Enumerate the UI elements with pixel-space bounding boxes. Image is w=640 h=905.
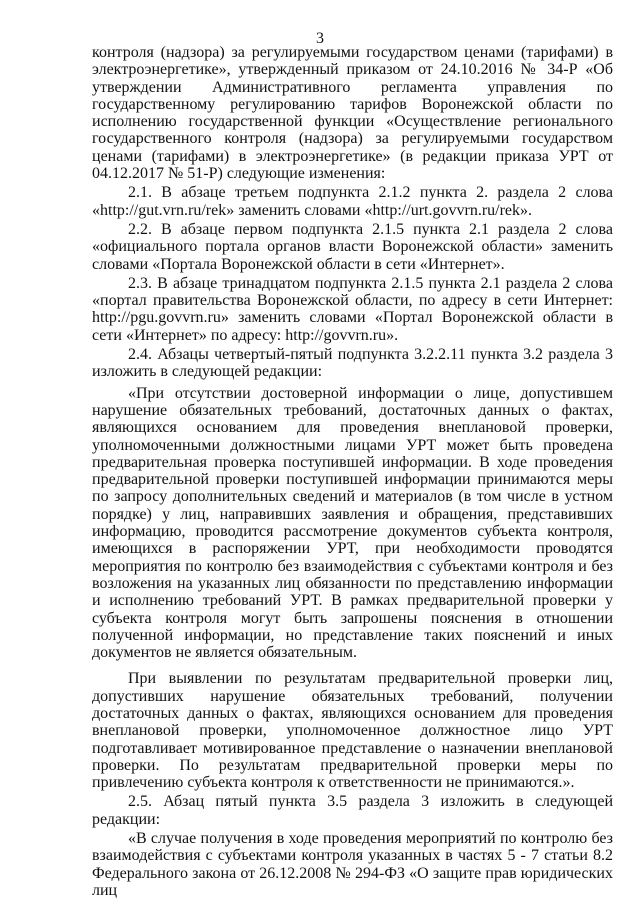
paragraph-2-2: 2.2. В абзаце первом подпункта 2.1.5 пункта 2.1 раздела 2 слова «официального портала органов власти Воронежской области» заменить словами «Портала Воронежской области в сети «Интернет». [92, 220, 613, 273]
paragraph-quoted-violations: При выявлении по результатам предварительной проверки лиц, допустивших нарушение обязательных требований, получении достаточных данных о фактах, являющихся основанием для проведения внеплановой проверки, уполномоченное должностное лицо УРТ подготавливает мотивированное представление о назначении внеплановой проверки. По результатам предварительной проверки меры по привлечению субъекта контроля к ответственности не принимаются.». [92, 670, 613, 792]
paragraph-quoted-monitoring: «В случае получения в ходе проведения мероприятий по контролю без взаимодействия с субъектами контроля указанных в частях 5 - 7 статьи 8.2 Федерального закона от 26.12.2008 № 294-ФЗ «О защите прав юридических лиц [92, 830, 613, 899]
document-body [92, 44, 613, 899]
page-number: 3 [316, 30, 324, 47]
paragraph-quoted-preliminary-check: «При отсутствии достоверной информации о лице, допустившем нарушение обязательных требований, достаточных данных о фактах, являющихся основанием для проведения внеплановой проверки, уполномоченными должностными лицами УРТ может быть проведена предварительная проверка поступившей информации. В ходе проведения предварительной проверки поступившей информации принимаются меры по запросу дополнительных сведений и материалов (в том числе в устном порядке) у лиц, направивших заявления и обращения, представивших информацию, проводится рассмотрение документов субъекта контроля, имеющихся в распоряжении УРТ, при необходимости проводятся мероприятия по контролю без взаимодействия с субъектами контроля и без возложения на указанных лиц обязанности по представлению информации и исполнению требований УРТ. В рамках предварительной проверки у субъекта контроля могут быть запрошены пояснения в отношении полученной информации, но представление таких пояснений и иных документов не является обязательным. [92, 384, 613, 662]
paragraph-2-1: 2.1. В абзаце третьем подпункта 2.1.2 пункта 2. раздела 2 слова «http://gut.vrn.ru/rek» заменить словами «http://urt.govvrn.ru/rek». [92, 184, 613, 219]
paragraph-2-4: 2.4. Абзацы четвертый-пятый подпункта 3.2.2.11 пункта 3.2 раздела 3 изложить в следующей редакции: [92, 346, 613, 381]
paragraph-2-3: 2.3. В абзаце тринадцатом подпункта 2.1.5 пункта 2.1 раздела 2 слова «портал правительства Воронежской области, по адресу в сети Интернет: http://pgu.govvrn.ru» заменить словами «Портал Воронежской области в сети «Интернет» по адресу: http://govvrn.ru». [92, 274, 613, 344]
paragraph-2-5: 2.5. Абзац пятый пункта 3.5 раздела 3 изложить в следующей редакции: [92, 793, 613, 828]
paragraph-order-continuation: контроля (надзора) за регулируемыми государством ценами (тарифами) в электроэнергетике», утвержденный приказом от 24.10.2016 № 34-Р «Об утверждении Административного регламента управления по государственному регулированию тарифов Воронежской области по исполнению государственной функции «Осуществление регионального государственного контроля (надзора) за регулируемыми государством ценами (тарифами) в электроэнергетике» (в редакции приказа УРТ от 04.12.2017 № 51-Р) следующие изменения: [92, 44, 613, 183]
